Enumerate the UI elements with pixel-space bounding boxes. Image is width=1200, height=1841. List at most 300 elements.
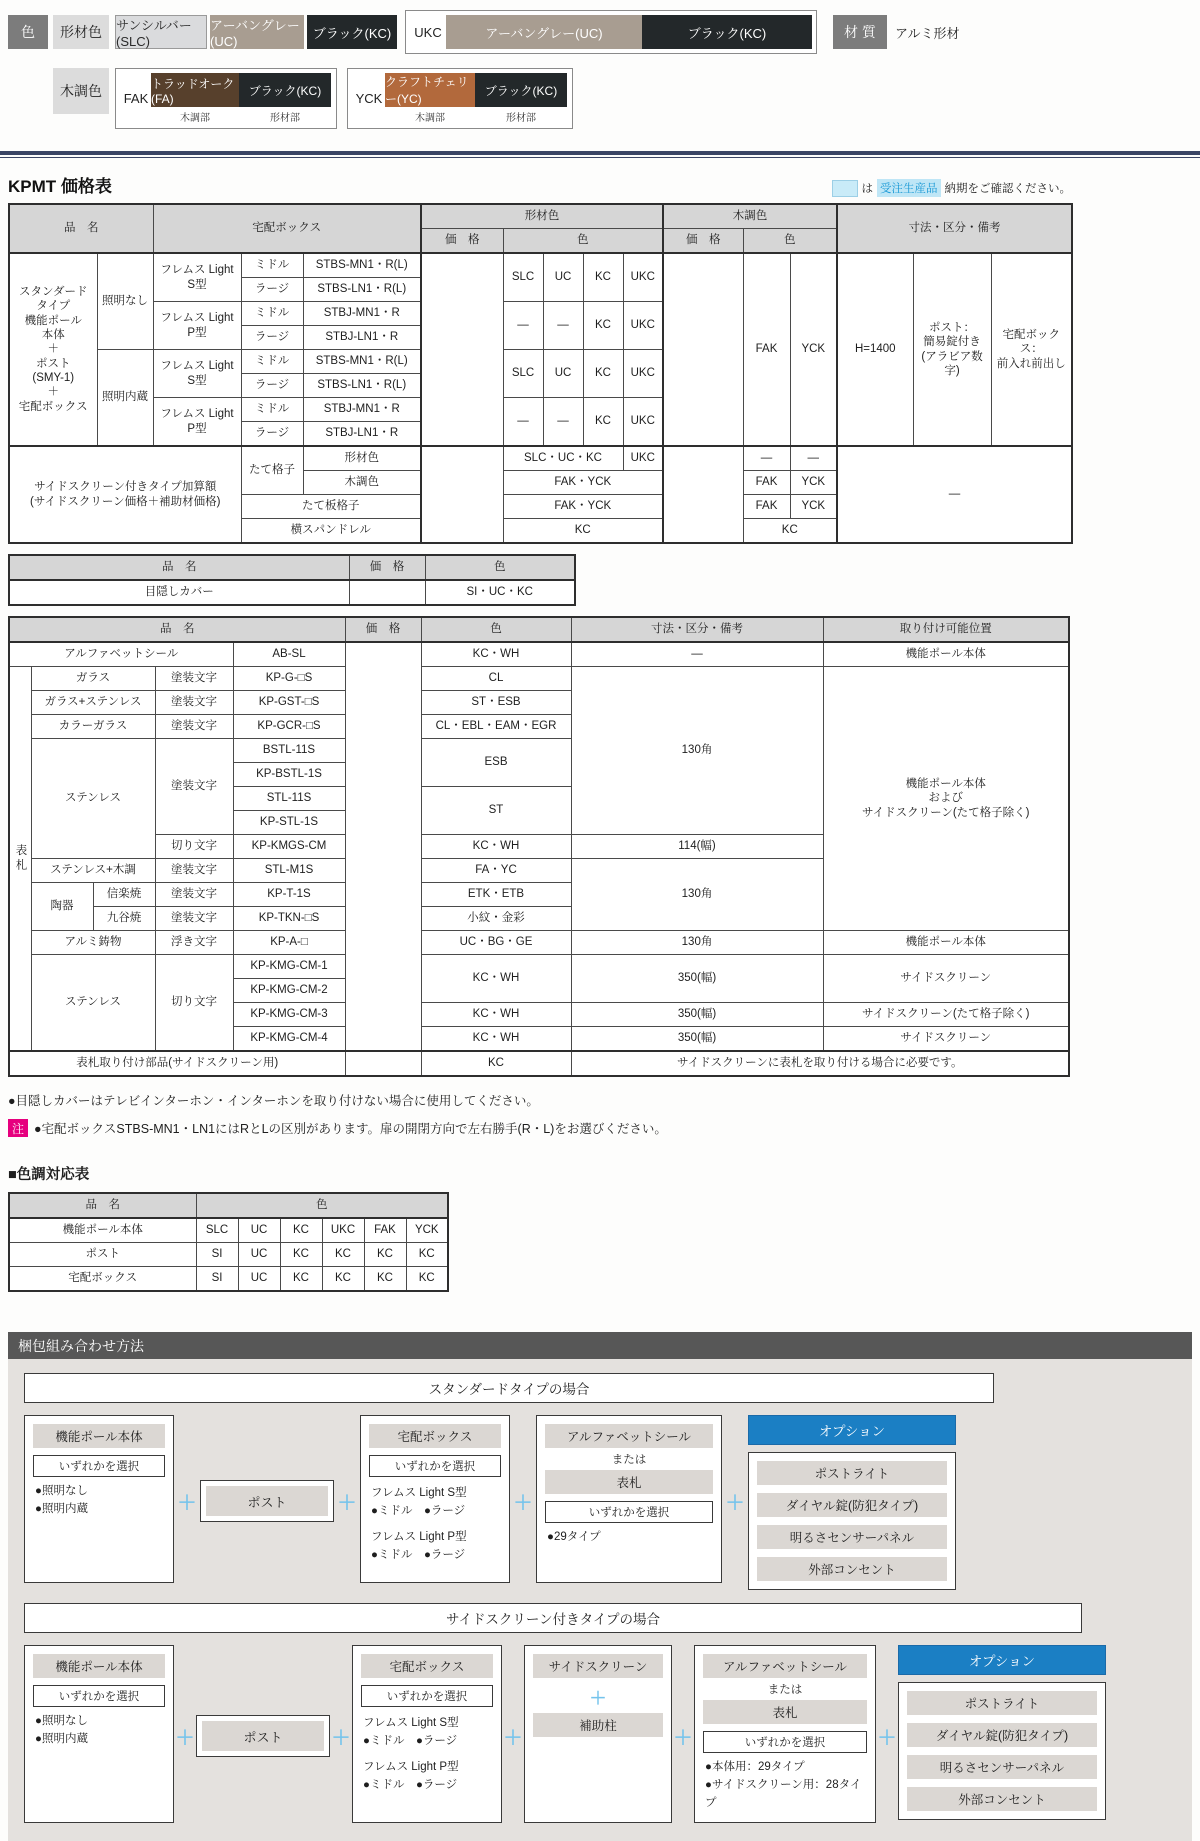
color-cell: KC: [322, 1243, 364, 1267]
position-cell: 機能ポール本体: [823, 931, 1069, 955]
color-cell: —: [543, 302, 583, 350]
size-cell: ラージ: [241, 422, 303, 447]
option-item: ダイヤル錠(防犯タイプ): [757, 1493, 947, 1517]
yck-color-group: [347, 68, 573, 129]
dim-cell: 130角: [571, 859, 823, 931]
series-options: ●ミドル ●ラージ: [363, 1735, 458, 1747]
material-cell: ガラス: [31, 667, 155, 691]
price-cell-empty: [421, 253, 503, 446]
position-cell: サイドスクリーン: [823, 955, 1069, 1003]
series-cell: フレムス Light P型: [153, 302, 241, 350]
letter-type-cell: 塗装文字: [155, 667, 233, 691]
material-cell: ステンレス: [31, 955, 155, 1052]
post-box: [200, 1480, 334, 1522]
col-header-item: 品 名: [9, 617, 345, 642]
option-item: 明るさセンサーパネル: [757, 1525, 947, 1549]
plus-icon: ＋: [331, 1727, 351, 1749]
packing-panel: [8, 1359, 1192, 1841]
series-cell: フレムス Light S型: [153, 253, 241, 302]
material-sub-cell: 信楽焼: [93, 883, 155, 907]
color-cell: ETK・ETB: [421, 883, 571, 907]
plus-icon: ＋: [877, 1727, 897, 1749]
option-column: [898, 1645, 1106, 1820]
plus-icon: ＋: [725, 1492, 745, 1514]
series-label: フレムス Light S型: [363, 1717, 459, 1729]
group-label-nameplate: 表札: [9, 667, 31, 1052]
model-cell: KP-BSTL-1S: [233, 763, 345, 787]
size-cell: ラージ: [241, 374, 303, 398]
nameplate-select: いずれかを選択: [545, 1501, 713, 1523]
addon-type-cell: たて格子: [241, 446, 303, 495]
model-cell: KP-A-□: [233, 931, 345, 955]
addon-wood-cell: —: [743, 446, 790, 471]
option-item: ダイヤル錠(防犯タイプ): [907, 1723, 1097, 1747]
post-box: [196, 1715, 330, 1757]
position-cell: サイドスクリーン: [823, 1027, 1069, 1052]
sidescreen-case-title: サイドスクリーン付きタイプの場合: [24, 1603, 1082, 1633]
standard-case-row: [24, 1415, 1180, 1587]
plus-icon: ＋: [175, 1727, 195, 1749]
table-row: [9, 580, 575, 605]
color-cell: KC・WH: [421, 1003, 571, 1027]
color-cell: UC・BG・GE: [421, 931, 571, 955]
col-header-item: 品 名: [9, 555, 349, 580]
plus-icon: ＋: [337, 1492, 357, 1514]
nameplate-option: ●サイドスクリーン用：28タイプ: [705, 1778, 862, 1809]
note-cell: サイドスクリーンに表札を取り付ける場合に必要です。: [571, 1051, 1069, 1076]
material-color-chip: 形材色: [53, 15, 109, 49]
item-name-cell: 宅配ボックス: [9, 1267, 196, 1292]
pole-box-title: 機能ポール本体: [33, 1654, 165, 1678]
letter-type-cell: 切り文字: [155, 955, 233, 1052]
dim-cell: —: [571, 642, 823, 667]
option-item: ポストライト: [907, 1691, 1097, 1715]
series-options: ●ミドル ●ラージ: [371, 1505, 466, 1517]
model-cell: STBJ-MN1・R: [303, 302, 421, 326]
yck-label: YCK: [355, 91, 383, 106]
kpmt-price-table: [8, 203, 1073, 544]
option-item: 明るさセンサーパネル: [907, 1755, 1097, 1779]
nameplate-choice-box: [694, 1645, 876, 1823]
plus-icon: ＋: [177, 1492, 197, 1514]
letter-type-cell: 塗装文字: [155, 715, 233, 739]
col-header-wood-color: 木調色: [663, 204, 837, 229]
swatch-uc: アーバングレー(UC): [210, 15, 304, 49]
model-cell: KP-T-1S: [233, 883, 345, 907]
option-column: [748, 1415, 956, 1590]
dim-height-cell: H=1400: [837, 253, 913, 446]
legend-is: は: [861, 183, 873, 195]
table-row: [9, 253, 1072, 278]
color-cell: KC: [406, 1267, 448, 1292]
model-cell: STBS-LN1・R(L): [303, 374, 421, 398]
model-cell: KP-KMG-CM-1: [233, 955, 345, 979]
color-cell: UKC: [322, 1218, 364, 1243]
col-header-price2: 価 格: [663, 229, 743, 254]
note-text: ●宅配ボックスSTBS-MN1・LN1にはRとLの区別があります。扉の開閉方向で左右勝手(R・L)をお選びください。: [34, 1122, 667, 1136]
item-name-cell: 目隠しカバー: [9, 580, 349, 605]
dim-box-cell: 宅配ボックス： 前入れ前出し: [991, 253, 1072, 446]
col-header-material-color: 形材色: [421, 204, 663, 229]
col-header-price: 価 格: [345, 617, 421, 642]
color-cell: FAK: [364, 1218, 406, 1243]
series-cell: フレムス Light S型: [153, 350, 241, 398]
model-cell: STBS-LN1・R(L): [303, 278, 421, 302]
letter-type-cell: 塗装文字: [155, 907, 233, 931]
color-map-table: [8, 1192, 449, 1292]
dim-post-cell: ポスト： 簡易錠付き (アラビア数字): [913, 253, 991, 446]
item-name-cell: スタンダード タイプ 機能ポール 本体 ＋ ポスト (SMY-1) ＋ 宅配ボックス: [9, 253, 97, 446]
swatch-yc: クラフトチェリー(YC): [385, 73, 475, 107]
color-cell: UC: [238, 1243, 280, 1267]
plus-icon: ＋: [673, 1727, 693, 1749]
color-cell: ESB: [421, 739, 571, 787]
color-cell: KC: [583, 398, 623, 447]
position-cell: サイドスクリーン(たて格子除く): [823, 1003, 1069, 1027]
color-cell: SLC: [503, 253, 543, 302]
item-name-cell: 表札取り付け部品(サイドスクリーン用): [9, 1051, 345, 1076]
series-label: フレムス Light S型: [371, 1487, 467, 1499]
color-legend-row2: [8, 68, 1200, 129]
swatch-slc: サンシルバー(SLC): [115, 15, 207, 49]
cover-table: [8, 554, 576, 606]
material-sub-cell: 九谷焼: [93, 907, 155, 931]
table-row: [9, 642, 1069, 667]
color-cell: UKC: [623, 350, 663, 398]
made-to-order-swatch: [832, 180, 858, 197]
size-cell: ミドル: [241, 350, 303, 374]
option-item: ポストライト: [757, 1461, 947, 1485]
section-divider: [0, 151, 1200, 158]
nameplate-select: いずれかを選択: [703, 1731, 867, 1753]
letter-type-cell: 切り文字: [155, 835, 233, 859]
swatch-kc: ブラック(KC): [307, 15, 397, 49]
color-cell: UKC: [623, 253, 663, 302]
option-item: 外部コンセント: [907, 1787, 1097, 1811]
col-header-color: 色: [503, 229, 663, 254]
model-cell: STBS-MN1・R(L): [303, 350, 421, 374]
standard-case-title: スタンダードタイプの場合: [24, 1373, 994, 1403]
addon-type-cell: たて板格子: [241, 495, 421, 519]
pole-box-title: 機能ポール本体: [33, 1424, 165, 1448]
dim-cell: 130角: [571, 931, 823, 955]
seal-title: アルファベットシール: [703, 1654, 867, 1678]
material-cell: ステンレス: [31, 739, 155, 859]
wood-color-cell: FAK: [743, 253, 790, 446]
color-cell: UKC: [623, 398, 663, 447]
color-cell: —: [543, 398, 583, 447]
model-cell: STBJ-MN1・R: [303, 398, 421, 422]
col-header-color: 色: [425, 555, 575, 580]
table-row: [9, 1051, 1069, 1076]
model-cell: STBJ-LN1・R: [303, 422, 421, 447]
color-cell: UC: [238, 1267, 280, 1292]
size-cell: ミドル: [241, 253, 303, 278]
delivery-box: [360, 1415, 510, 1583]
option-list: [898, 1682, 1106, 1820]
size-cell: ミドル: [241, 398, 303, 422]
series-label: フレムス Light P型: [371, 1531, 467, 1543]
price-cell-empty: [345, 1051, 421, 1076]
nameplate-option: ●本体用：29タイプ: [705, 1761, 805, 1773]
color-cell: SI・UC・KC: [425, 580, 575, 605]
option-item: 外部コンセント: [757, 1557, 947, 1581]
legend-note: 納期をご確認ください。: [944, 183, 1071, 195]
model-cell: STBS-MN1・R(L): [303, 253, 421, 278]
or-label: または: [611, 1454, 647, 1466]
table-row: [9, 931, 1069, 955]
color-cell: KC・WH: [421, 835, 571, 859]
note-cover: [8, 1091, 1200, 1109]
table-row: [9, 955, 1069, 979]
price-cell-empty: [663, 446, 743, 543]
model-cell: KP-KMGS-CM: [233, 835, 345, 859]
col-header-item: 品 名: [9, 1193, 196, 1218]
color-cell: KC: [280, 1243, 322, 1267]
model-cell: STL-11S: [233, 787, 345, 811]
dim-cell: 350(幅): [571, 955, 823, 1003]
model-cell: KP-GST-□S: [233, 691, 345, 715]
addon-subtype-cell: 木調色: [303, 471, 421, 495]
addon-label-cell: サイドスクリーン付きタイプ加算額 (サイドスクリーン価格＋補助材価格): [9, 446, 241, 543]
model-cell: STBJ-LN1・R: [303, 326, 421, 350]
color-cell: CL: [421, 667, 571, 691]
table-row: [9, 555, 575, 580]
swatch-fak-kc: ブラック(KC): [239, 73, 331, 107]
table-row: [9, 1267, 448, 1292]
or-label: または: [767, 1684, 803, 1696]
wood-color-chip: 木調色: [53, 68, 109, 114]
addon-wood-cell: FAK: [743, 495, 790, 519]
item-name-cell: 機能ポール本体: [9, 1218, 196, 1243]
nameplate-choice-box: [536, 1415, 722, 1583]
table-row: [9, 446, 1072, 471]
post-box-label: ポスト: [206, 1486, 328, 1516]
delivery-box-title: 宅配ボックス: [369, 1424, 501, 1448]
col-header-dim: 寸法・区分・備考: [837, 204, 1072, 253]
series-label: フレムス Light P型: [363, 1761, 459, 1773]
delivery-select: いずれかを選択: [369, 1455, 501, 1477]
addon-subtype-cell: 形材色: [303, 446, 421, 471]
material-cell: アルミ鋳物: [31, 931, 155, 955]
swatch-yck-kc: ブラック(KC): [475, 73, 567, 107]
color-cell: SLC: [503, 350, 543, 398]
pole-option: ●照明なし: [35, 1485, 88, 1497]
position-cell: 機能ポール本体 および サイドスクリーン(たて格子除く): [823, 667, 1069, 931]
color-cell: KC: [364, 1267, 406, 1292]
mat-part-label: 形材部: [270, 113, 300, 124]
pole-box: [24, 1645, 174, 1823]
color-cell: YCK: [406, 1218, 448, 1243]
color-cell: CL・EBL・EAM・EGR: [421, 715, 571, 739]
col-header-price: 価 格: [421, 229, 503, 254]
nameplate-label: 表札: [545, 1470, 713, 1494]
addon-color-cell: KC: [503, 519, 663, 544]
color-cell: UC: [543, 253, 583, 302]
color-cell: SI: [196, 1267, 238, 1292]
made-to-order-legend: [832, 179, 1072, 197]
table-row: [9, 1218, 448, 1243]
wood-part-label: 木調部: [180, 113, 210, 124]
series-cell: フレムス Light P型: [153, 398, 241, 447]
addon-wood-cell: KC: [743, 519, 837, 544]
color-cell: SI: [196, 1243, 238, 1267]
pole-select: いずれかを選択: [33, 1455, 165, 1477]
sidescreen-title: サイドスクリーン: [533, 1654, 663, 1678]
color-cell: KC: [280, 1218, 322, 1243]
col-header-color2: 色: [743, 229, 837, 254]
swatch-fa: トラッドオーク(FA): [151, 73, 239, 107]
addon-color-cell: UKC: [623, 446, 663, 471]
col-header-color: 色: [196, 1193, 448, 1218]
table-row: [9, 1243, 448, 1267]
addon-wood-cell: YCK: [790, 495, 837, 519]
color-cell: KC・WH: [421, 642, 571, 667]
price-cell-empty: [345, 642, 421, 1051]
pole-option: ●照明内蔵: [35, 1502, 88, 1515]
color-cell: 小紋・金彩: [421, 907, 571, 931]
color-cell: UKC: [623, 302, 663, 350]
packing-section-bar: 梱包組み合わせ方法: [8, 1332, 1192, 1359]
lighting-cell: 照明なし: [97, 253, 153, 350]
color-cell: ST: [421, 787, 571, 835]
model-cell: BSTL-11S: [233, 739, 345, 763]
color-cell: —: [503, 398, 543, 447]
addon-color-cell: SLC・UC・KC: [503, 446, 623, 471]
color-cell: UC: [238, 1218, 280, 1243]
plus-icon: ＋: [503, 1727, 523, 1749]
color-map-heading: ■色調対応表: [8, 1167, 90, 1183]
color-cell: —: [503, 302, 543, 350]
material-cell: ステンレス+木調: [31, 859, 155, 883]
col-header-item: 品 名: [9, 204, 153, 253]
color-legend-row1: [8, 10, 1200, 54]
color-cell: KC・WH: [421, 955, 571, 1003]
col-header-price: 価 格: [349, 555, 425, 580]
option-title: オプション: [748, 1415, 956, 1445]
seal-title: アルファベットシール: [545, 1424, 713, 1448]
swatch-ukc-kc: ブラック(KC): [642, 15, 812, 49]
dim-cell: 114(幅): [571, 835, 823, 859]
delivery-box-title: 宅配ボックス: [361, 1654, 493, 1678]
item-name-cell: アルファベットシール: [9, 642, 233, 667]
letter-type-cell: 塗装文字: [155, 883, 233, 907]
post-box-label: ポスト: [202, 1721, 324, 1751]
page-title: KPMT 価格表: [8, 177, 112, 196]
model-cell: KP-GCR-□S: [233, 715, 345, 739]
color-cell: KC: [583, 350, 623, 398]
fak-label: FAK: [123, 91, 149, 106]
model-cell: KP-KMG-CM-3: [233, 1003, 345, 1027]
letter-type-cell: 塗装文字: [155, 691, 233, 715]
table-row: [9, 204, 1072, 229]
nameplate-table: [8, 616, 1070, 1077]
note-delivery-box: [8, 1119, 1200, 1137]
sidescreen-box: [524, 1645, 672, 1823]
addon-wood-cell: YCK: [790, 471, 837, 495]
made-to-order-tag: 受注生産品: [877, 179, 941, 197]
price-cell-empty: [421, 446, 503, 543]
delivery-select: いずれかを選択: [361, 1685, 493, 1707]
color-cell: KC: [280, 1267, 322, 1292]
price-cell-empty: [663, 253, 743, 446]
col-header-dim: 寸法・区分・備考: [571, 617, 823, 642]
pole-select: いずれかを選択: [33, 1685, 165, 1707]
note-tag: 注: [8, 1119, 28, 1137]
swatch-ukc-uc: アーバングレー(UC): [446, 15, 642, 49]
color-cell: KC: [364, 1243, 406, 1267]
model-cell: KP-TKN-□S: [233, 907, 345, 931]
color-cell: KC: [322, 1267, 364, 1292]
material-cell: 陶器: [31, 883, 93, 931]
col-header-position: 取り付け可能位置: [823, 617, 1069, 642]
size-cell: ラージ: [241, 278, 303, 302]
color-cell: KC: [406, 1243, 448, 1267]
color-cell: UC: [543, 350, 583, 398]
option-title: オプション: [898, 1645, 1106, 1675]
pole-option: ●照明なし: [35, 1715, 88, 1727]
material-cell: ガラス+ステンレス: [31, 691, 155, 715]
model-cell: AB-SL: [233, 642, 345, 667]
lighting-cell: 照明内蔵: [97, 350, 153, 447]
plus-icon: ＋: [513, 1492, 533, 1514]
size-cell: ミドル: [241, 302, 303, 326]
letter-type-cell: 塗装文字: [155, 859, 233, 883]
letter-type-cell: 塗装文字: [155, 739, 233, 835]
item-name-cell: ポスト: [9, 1243, 196, 1267]
addon-color-cell: FAK・YCK: [503, 495, 663, 519]
model-cell: KP-G-□S: [233, 667, 345, 691]
nameplate-option: ●29タイプ: [547, 1531, 601, 1543]
pole-option: ●照明内蔵: [35, 1732, 88, 1745]
position-cell: 機能ポール本体: [823, 642, 1069, 667]
note-text: ●目隠しカバーはテレビインターホン・インターホンを取り付けない場合に使用してください。: [8, 1094, 539, 1108]
col-header-delivery-box: 宅配ボックス: [153, 204, 421, 253]
delivery-box: [352, 1645, 502, 1823]
color-cell: FA・YC: [421, 859, 571, 883]
addon-wood-cell: —: [790, 446, 837, 471]
nameplate-label: 表札: [703, 1700, 867, 1724]
color-cell: KC: [583, 302, 623, 350]
col-header-color: 色: [421, 617, 571, 642]
color-cell: KC・WH: [421, 1027, 571, 1052]
price-cell-empty: [349, 580, 425, 605]
sidescreen-case-row: [24, 1645, 1180, 1827]
color-chip: 色: [8, 15, 48, 49]
support-post-label: 補助柱: [533, 1713, 663, 1737]
mat-part-label2: 形材部: [506, 113, 536, 124]
option-list: [748, 1452, 956, 1590]
addon-color-cell: FAK・YCK: [503, 471, 663, 495]
table-row: [9, 617, 1069, 642]
material-chip: 材 質: [833, 15, 887, 49]
wood-part-label2: 木調部: [415, 113, 445, 124]
plus-icon: ＋: [589, 1689, 607, 1708]
addon-type-cell: 横スパンドレル: [241, 519, 421, 544]
dim-cell: 350(幅): [571, 1003, 823, 1027]
color-cell: SLC: [196, 1218, 238, 1243]
wood-color-cell: YCK: [790, 253, 837, 446]
model-cell: KP-KMG-CM-4: [233, 1027, 345, 1052]
model-cell: STL-M1S: [233, 859, 345, 883]
series-options: ●ミドル ●ラージ: [363, 1779, 458, 1791]
model-cell: KP-STL-1S: [233, 811, 345, 835]
ukc-color-group: [405, 10, 817, 54]
addon-dim-cell: —: [837, 446, 1072, 543]
color-cell: KC: [421, 1051, 571, 1076]
ukc-label: UKC: [414, 24, 442, 40]
dim-cell: 130角: [571, 667, 823, 835]
